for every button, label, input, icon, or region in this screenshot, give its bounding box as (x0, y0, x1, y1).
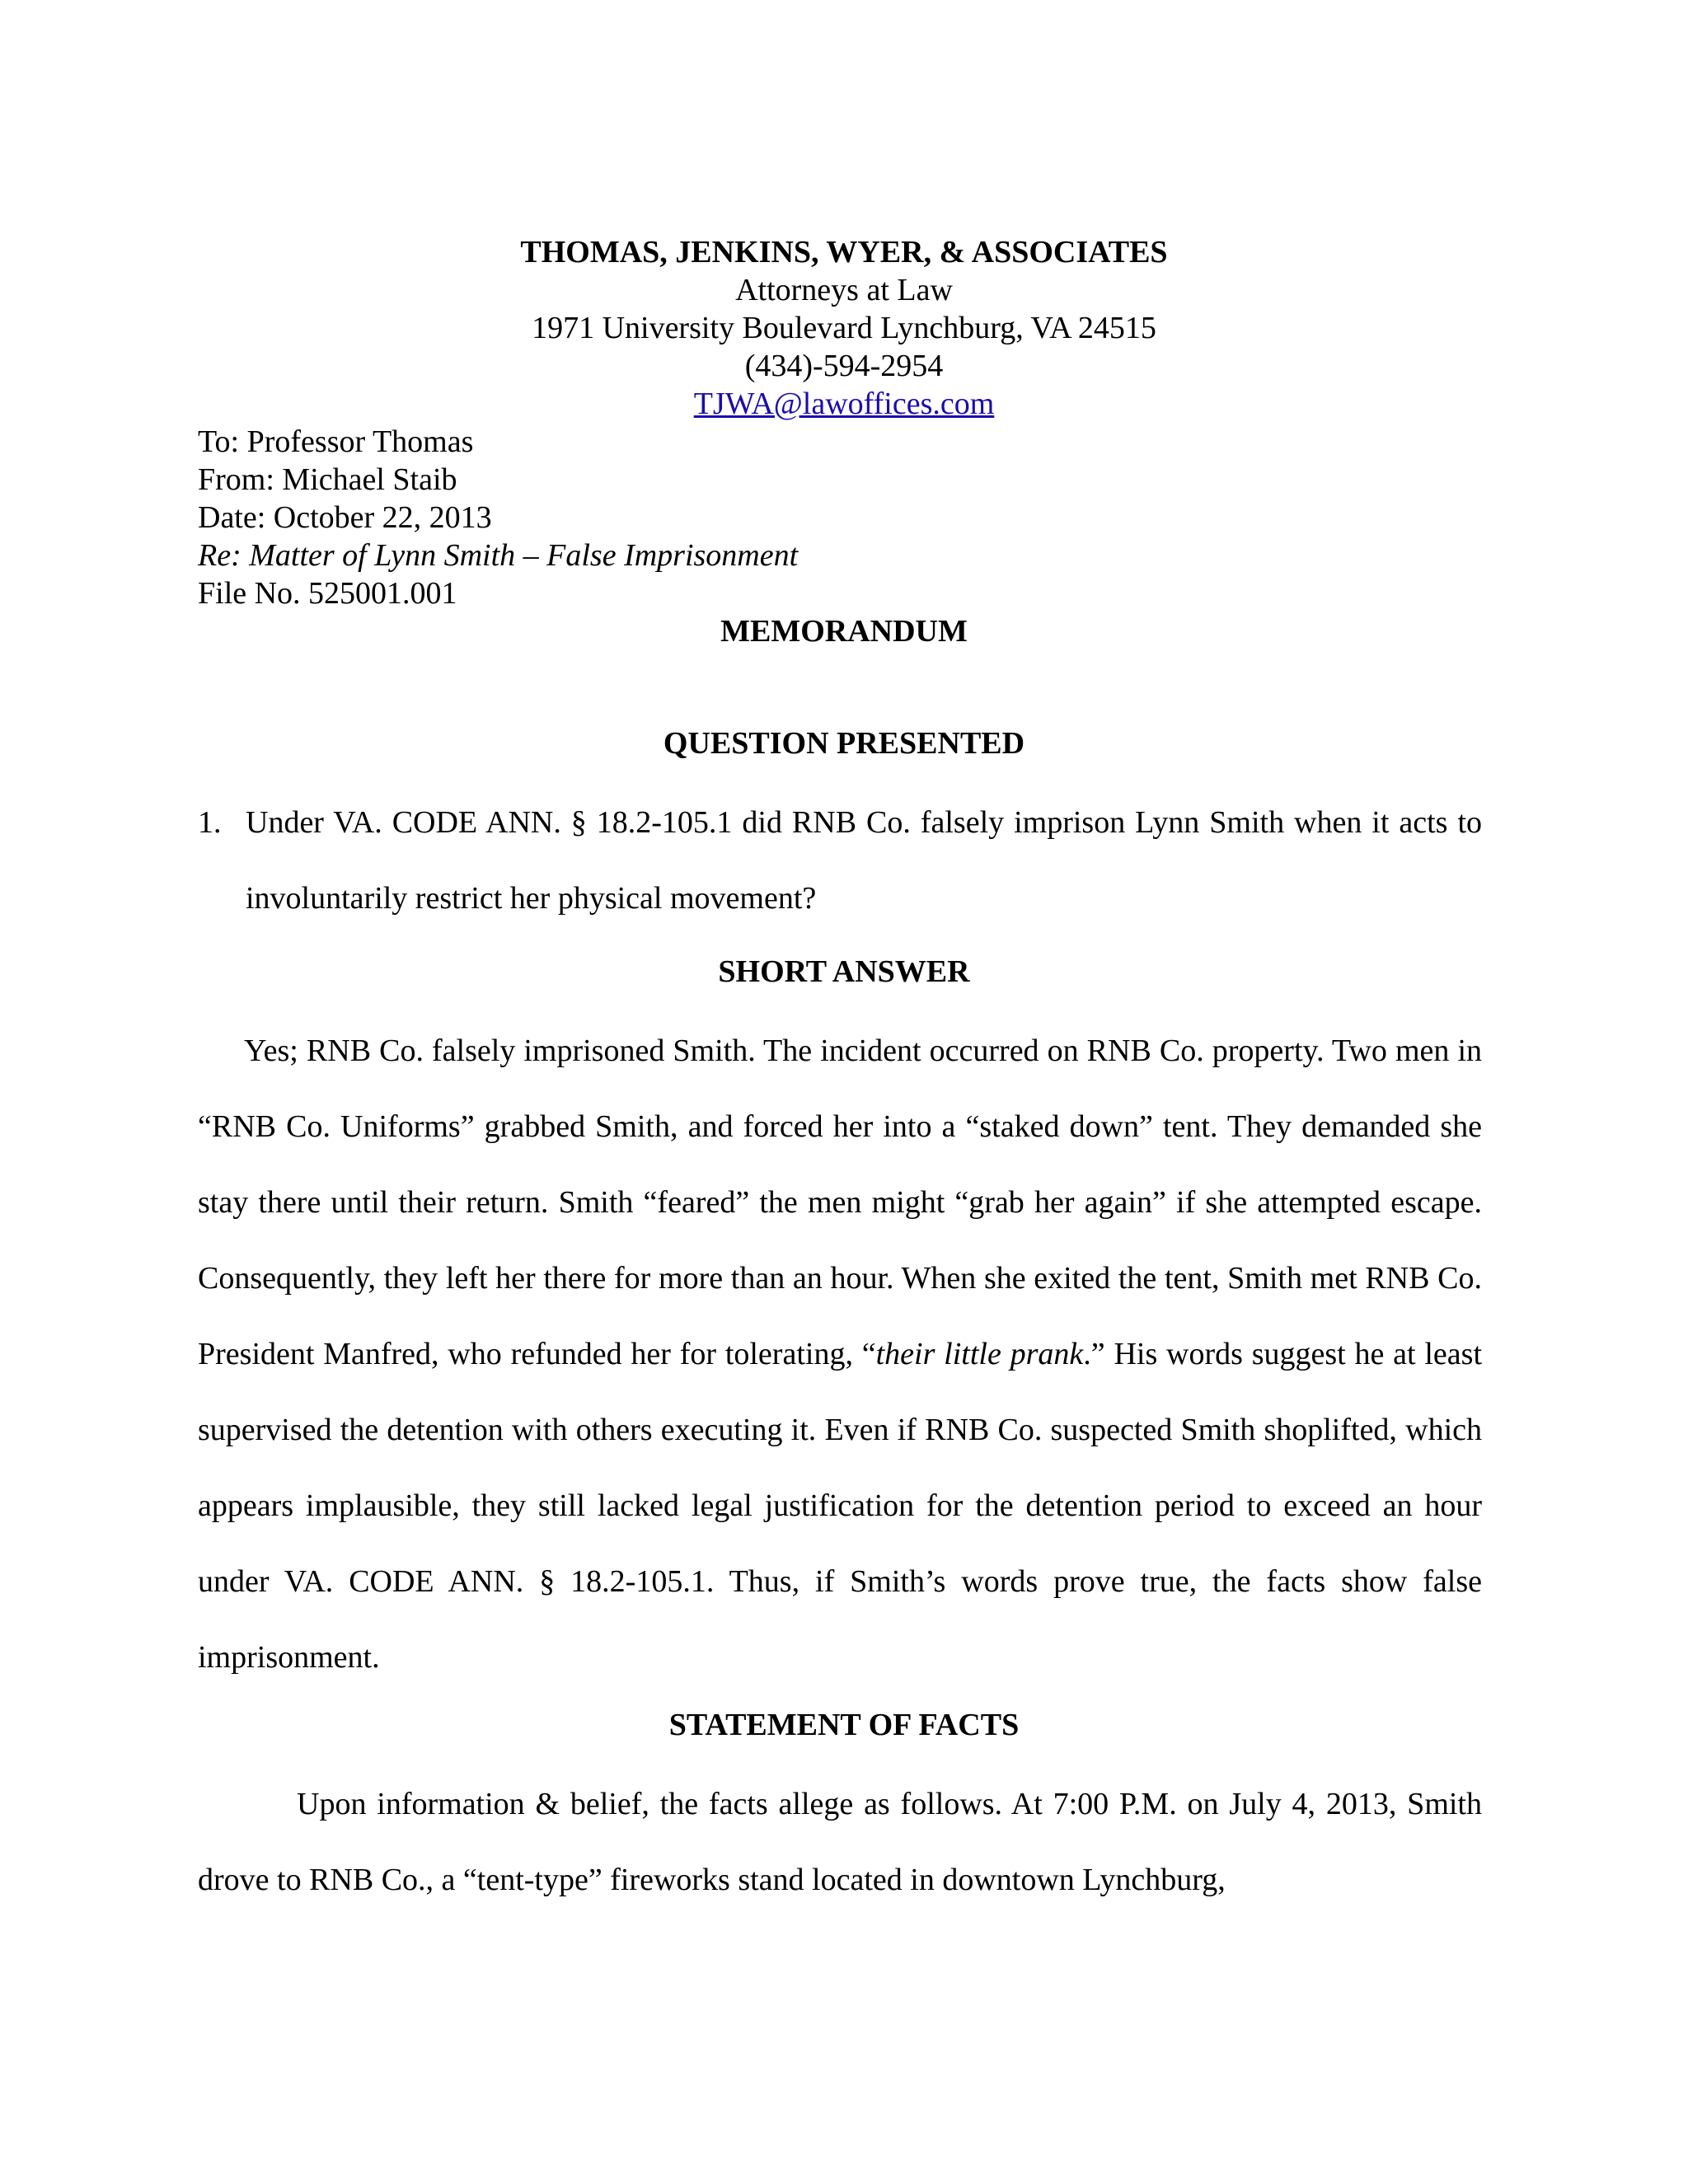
short-answer-paragraph (198, 1013, 1482, 1695)
question-number: 1. (198, 805, 222, 840)
memo-to: To: Professor Thomas (198, 424, 474, 459)
statement-of-facts-paragraph: Upon information & belief, the facts allege as follows. At 7:00 P.M. on July 4, 2013, Smith drove to RNB Co., a “tent-type” fireworks stand located in downtown Lynchburg, (198, 1787, 1482, 1897)
memo-file-no: File No. 525001.001 (198, 576, 457, 611)
question-text: Under VA. CODE ANN. § 18.2-105.1 did RNB Co. falsely imprison Lynn Smith when it acts to involuntarily restrict her physical movement? (246, 805, 1482, 916)
memo-date: Date: October 22, 2013 (198, 500, 492, 535)
firm-phone: (434)-594-2954 (744, 349, 944, 383)
statement-of-facts-heading: STATEMENT OF FACTS (668, 1708, 1020, 1742)
firm-email-link[interactable]: TJWA@lawoffices.com (693, 387, 995, 421)
short-answer-text-part1: Yes; RNB Co. falsely imprisoned Smith. The incident occurred on RNB Co. property. Two men in “RNB Co. Uniforms” grabbed Smith, and forced her into a “staked down” tent. They demanded she stay there until their return. Smith “feared” the men might “grab her again” if she attempted escape. Consequently, they left her there for more than an hour. When she exited the tent, Smith met RNB Co. President Manfred, who refunded her for tolerating, “ (198, 1033, 1482, 1371)
short-answer-heading: SHORT ANSWER (718, 954, 970, 989)
letterhead (0, 233, 1688, 423)
short-answer-text-part2: .” His words suggest he at least supervised the detention with others executing it. Even if RNB Co. suspected Smith shoplifted, which appears implausible, they still lacked legal justification for the detention period to exceed an hour under VA. CODE ANN. § 18.2-105.1. Thus, if Smith’s words prove true, the facts show false imprisonment. (198, 1337, 1483, 1675)
firm-address: 1971 University Boulevard Lynchburg, VA 24515 (532, 311, 1156, 345)
question-list (198, 785, 1482, 936)
memo-re: Re: Matter of Lynn Smith – False Imprisonment (198, 538, 799, 573)
short-answer-quote: their little prank (875, 1337, 1084, 1371)
firm-name: THOMAS, JENKINS, WYER, & ASSOCIATES (520, 235, 1168, 269)
memo-from: From: Michael Staib (198, 462, 457, 497)
memorandum-heading: MEMORANDUM (720, 614, 968, 649)
firm-subtitle: Attorneys at Law (735, 273, 953, 307)
question-presented-heading: QUESTION PRESENTED (663, 726, 1025, 761)
memo-header (198, 423, 798, 612)
